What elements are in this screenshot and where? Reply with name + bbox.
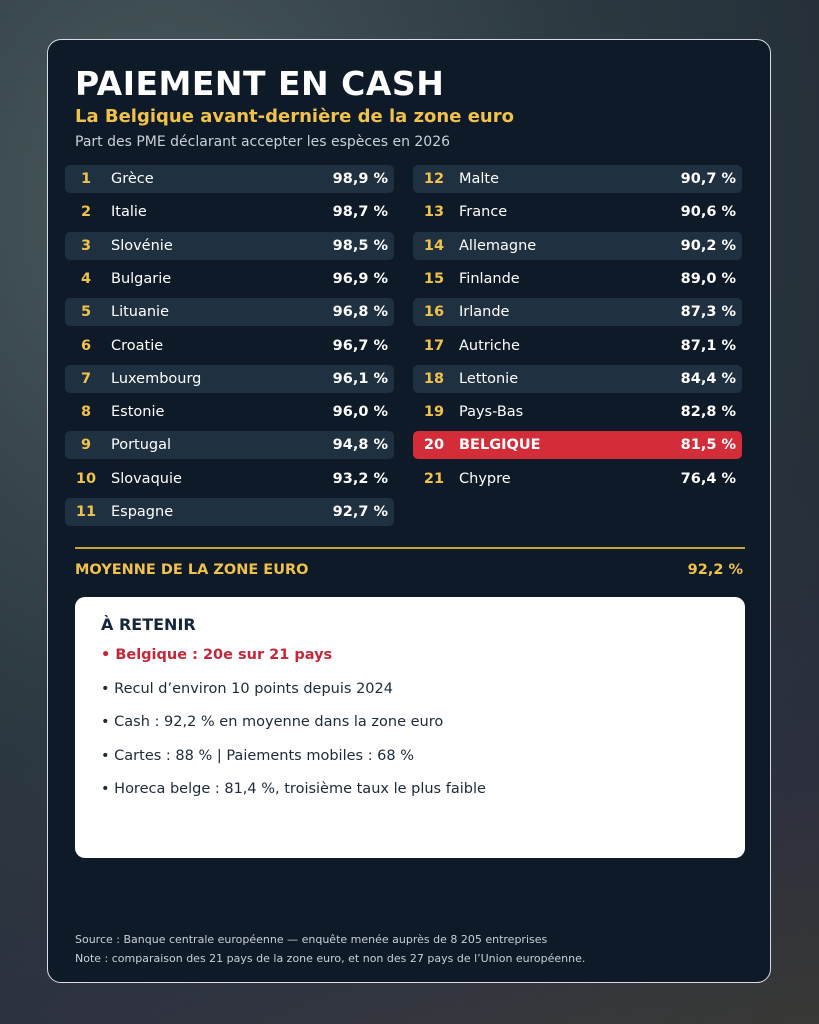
- country-value: 98,5 %: [332, 237, 388, 254]
- country-value: 98,7 %: [332, 204, 388, 221]
- ranking-row: [65, 265, 394, 293]
- country-name: Irlande: [459, 304, 510, 321]
- country-value: 96,0 %: [332, 404, 388, 421]
- country-value: 96,7 %: [332, 337, 388, 354]
- rank-number: 3: [80, 237, 92, 254]
- ranking-row: [65, 298, 394, 326]
- country-name: Espagne: [111, 504, 174, 520]
- takeaway-item: • Cartes : 88 % | Paiements mobiles : 68 %: [101, 747, 415, 764]
- rank-number: 19: [423, 404, 445, 421]
- average-value: 92,2 %: [687, 562, 743, 578]
- country-name: Finlande: [459, 270, 520, 287]
- rank-number: 8: [80, 404, 92, 421]
- average-label: MOYENNE DE LA ZONE EURO: [75, 562, 309, 578]
- takeaway-item: • Belgique : 20e sur 21 pays: [101, 647, 333, 663]
- country-value: 81,5 %: [680, 437, 736, 454]
- takeaways-panel: [75, 597, 745, 858]
- ranking-row: [413, 232, 742, 260]
- note-line: Note : comparaison des 21 pays de la zone euro, et non des 27 pays de l’Union européenne.: [75, 952, 586, 965]
- infographic-card: [47, 39, 771, 983]
- country-value: 93,2 %: [332, 470, 388, 487]
- country-name: Pays-Bas: [459, 404, 524, 421]
- takeaways-title: À RETENIR: [101, 615, 196, 634]
- ranking-row: [413, 398, 742, 426]
- ranking-row: [65, 232, 394, 260]
- rank-number: 4: [80, 270, 92, 287]
- ranking-row: [65, 465, 394, 493]
- source-line: Source : Banque centrale européenne — enquête menée auprès de 8 205 entreprises: [75, 933, 548, 946]
- country-value: 87,3 %: [680, 304, 736, 321]
- rank-number: 16: [423, 304, 445, 321]
- country-name: Italie: [111, 204, 147, 221]
- rank-number: 15: [423, 270, 445, 287]
- country-name: Luxembourg: [111, 370, 202, 387]
- country-name: France: [459, 204, 508, 221]
- country-value: 76,4 %: [680, 470, 736, 487]
- rank-number: 9: [80, 437, 92, 454]
- country-name: Lituanie: [111, 304, 170, 321]
- chart-description: Part des PME déclarant accepter les espèces en 2026: [75, 134, 451, 150]
- country-name: Lettonie: [459, 370, 519, 387]
- country-value: 90,2 %: [680, 237, 736, 254]
- country-name: Portugal: [111, 437, 172, 454]
- rank-number: 2: [80, 204, 92, 221]
- ranking-row: [413, 365, 742, 393]
- rank-number: 18: [423, 370, 445, 387]
- rank-number: 10: [75, 470, 97, 487]
- ranking-row: [413, 198, 742, 226]
- country-value: 92,7 %: [332, 504, 388, 520]
- rank-number: 14: [423, 237, 445, 254]
- takeaway-item: • Recul d’environ 10 points depuis 2024: [101, 680, 393, 697]
- rank-number: 6: [80, 337, 92, 354]
- rank-number: 21: [423, 470, 445, 487]
- ranking-row: [65, 332, 394, 360]
- rank-number: 17: [423, 337, 445, 354]
- country-value: 84,4 %: [680, 370, 736, 387]
- ranking-row: [413, 265, 742, 293]
- rank-number: 13: [423, 204, 445, 221]
- country-name: Slovaquie: [111, 470, 182, 487]
- country-name: Grèce: [111, 171, 154, 187]
- ranking-row: [65, 431, 394, 459]
- rank-number: 1: [80, 171, 92, 187]
- page-subtitle: La Belgique avant-dernière de la zone euro: [75, 106, 514, 127]
- ranking-row: [65, 498, 394, 526]
- country-name: BELGIQUE: [459, 437, 541, 454]
- ranking-row: [413, 332, 742, 360]
- takeaway-item: • Horeca belge : 81,4 %, troisième taux le plus faible: [101, 781, 486, 797]
- ranking-row: [65, 365, 394, 393]
- ranking-row: [413, 298, 742, 326]
- country-value: 82,8 %: [680, 404, 736, 421]
- rank-number: 12: [423, 171, 445, 187]
- country-value: 96,8 %: [332, 304, 388, 321]
- country-name: Croatie: [111, 337, 164, 354]
- country-value: 94,8 %: [332, 437, 388, 454]
- country-value: 89,0 %: [680, 270, 736, 287]
- rank-number: 7: [80, 370, 92, 387]
- page-title: PAIEMENT EN CASH: [75, 64, 445, 103]
- rank-number: 20: [423, 437, 445, 454]
- country-name: Slovénie: [111, 237, 173, 254]
- country-name: Bulgarie: [111, 270, 172, 287]
- country-name: Chypre: [459, 470, 511, 487]
- divider-line: [75, 547, 745, 549]
- country-value: 98,9 %: [332, 171, 388, 187]
- country-name: Allemagne: [459, 237, 537, 254]
- country-name: Malte: [459, 171, 500, 187]
- takeaway-item: • Cash : 92,2 % en moyenne dans la zone euro: [101, 714, 444, 730]
- ranking-row: [413, 165, 742, 193]
- ranking-row: [413, 465, 742, 493]
- country-value: 90,7 %: [680, 171, 736, 187]
- footer-notes: [75, 930, 585, 968]
- ranking-row: [65, 165, 394, 193]
- country-name: Estonie: [111, 404, 165, 421]
- rank-number: 5: [80, 304, 92, 321]
- ranking-row: [65, 398, 394, 426]
- ranking-row-highlight: [413, 431, 742, 459]
- country-value: 90,6 %: [680, 204, 736, 221]
- country-value: 96,9 %: [332, 270, 388, 287]
- country-name: Autriche: [459, 337, 520, 354]
- rank-number: 11: [75, 504, 97, 520]
- ranking-row: [65, 198, 394, 226]
- country-value: 96,1 %: [332, 370, 388, 387]
- country-value: 87,1 %: [680, 337, 736, 354]
